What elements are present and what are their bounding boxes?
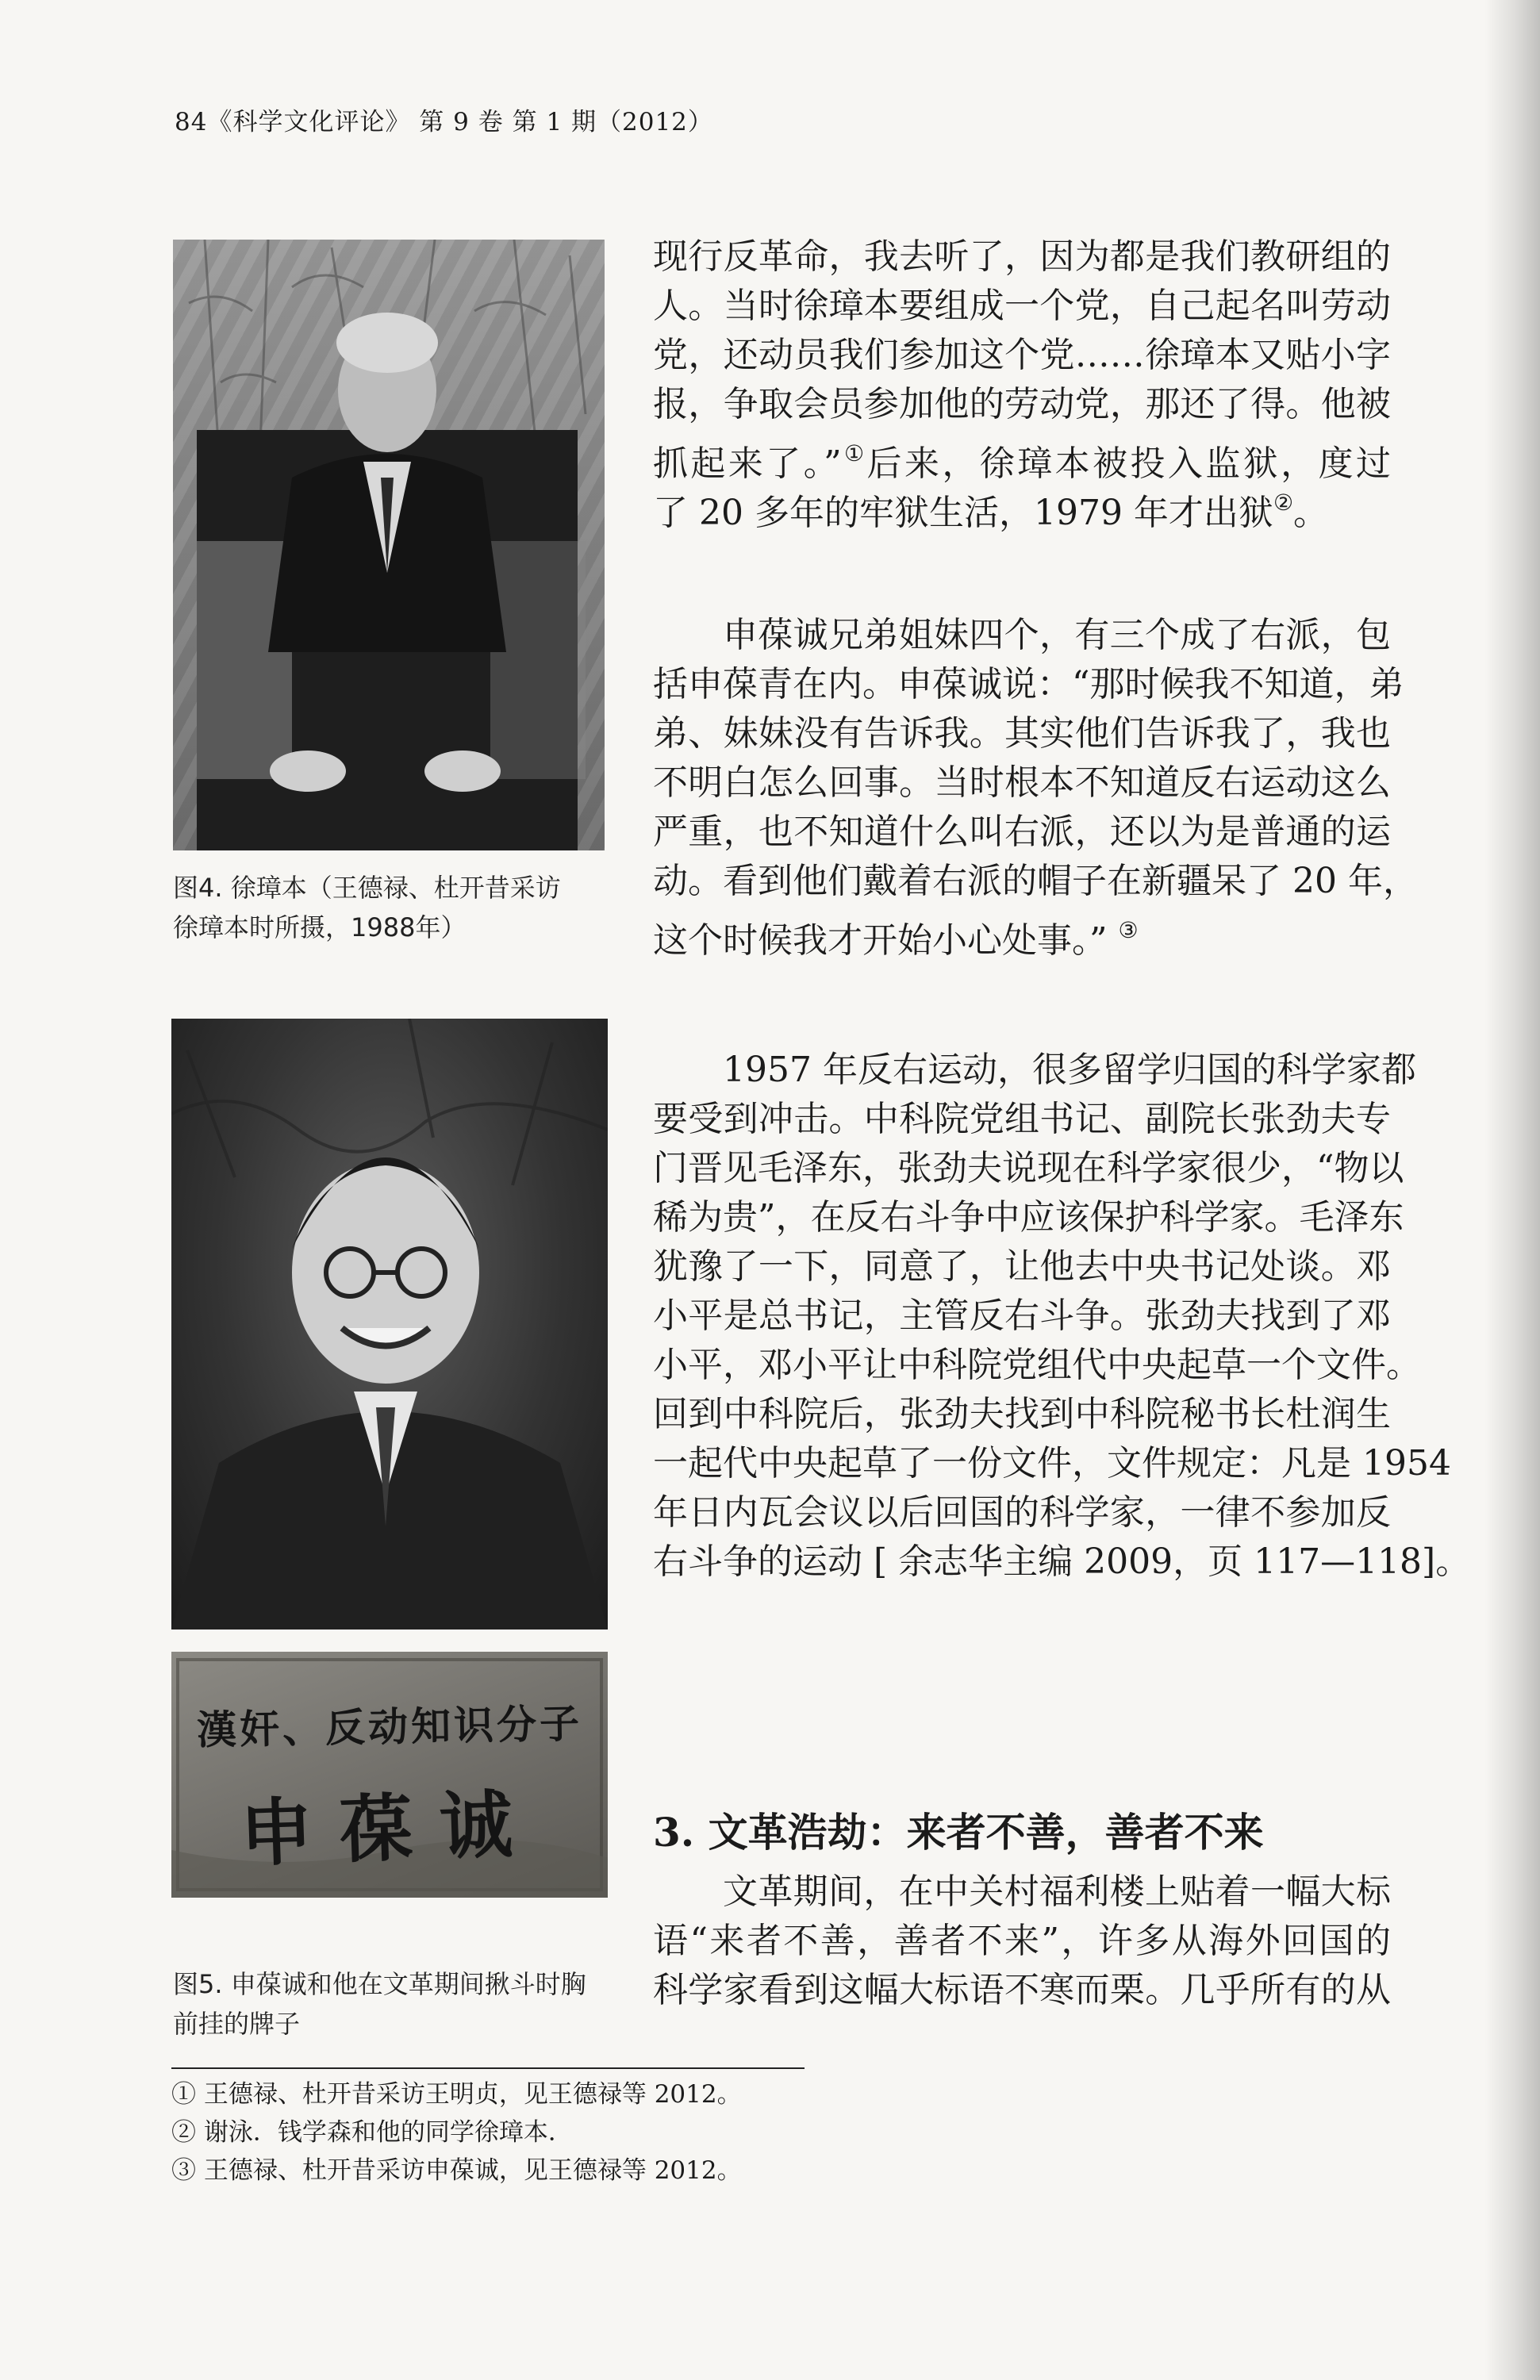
portrait-photo-xu-zhangben xyxy=(173,240,605,850)
running-head: 84《科学文化评论》 第 9 卷 第 1 期（2012） xyxy=(175,108,713,136)
portrait-photo-shen-baocheng xyxy=(171,1019,608,1630)
figure-4-caption: 图4. 徐璋本（王德禄、杜开昔采访 徐璋本时所摄，1988年） xyxy=(173,873,561,942)
section-heading: 3. 文革浩劫：来者不善，善者不来 xyxy=(653,1809,1264,1856)
footnote-ref-2: ② xyxy=(1273,489,1294,516)
footnotes xyxy=(171,2075,742,2190)
para1-line6: 了 20 多年的牢狱生活，1979 年才出狱②。 xyxy=(653,489,1329,533)
footnote-rule xyxy=(171,2067,805,2069)
placard-photo xyxy=(171,1652,608,1898)
placard-text-name: 申葆诚 xyxy=(238,1781,542,1877)
page-edge-shadow xyxy=(1484,0,1540,2380)
placard-text-line1: 漢奸、反动知识分子 xyxy=(196,1700,583,1754)
footnote-ref-3: ③ xyxy=(1118,917,1139,943)
paragraph-2: 申葆诚兄弟姐妹四个，有三个成了右派，包 括申葆青在内。申葆诚说：“那时候我不知道，弟 弟、妹妹没有告诉我。其实他们告诉我了，我也 不明白怎么回事。当时根本不知道反右运动这么 严重，也不知道什么叫右派，还以为是普通的运 动。看到他们戴着右派的帽子在新疆呆了 20 年， 这个时候我才开始小心处事。” ③ xyxy=(653,615,1418,961)
footnote-1: ① 王德禄、杜开昔采访王明贞，见王德禄等 2012。 xyxy=(171,2080,742,2109)
footnote-3: ③ 王德禄、杜开昔采访申葆诚，见王德禄等 2012。 xyxy=(171,2156,742,2185)
para1-line5: 抓起来了。”①后来，徐璋本被投入监狱，度过 xyxy=(653,440,1391,484)
paragraph-3: 1957 年反右运动，很多留学归国的科学家都 要受到冲击。中科院党组书记、副院长张劲夫专 门晋见毛泽东，张劲夫说现在科学家很少，“物以 稀为贵”，在反右斗争中应该保护科学家。毛泽东 犹豫了一下，同意了，让他去中央书记处谈。邓 小平是总书记，主管反右斗争。张劲夫找到了邓 小平，邓小平让中科院党组代中央起草一个文件。 回到中科院后，张劲夫找到中科院秘书长杜润生 一起代中央起草了一份文件，文件规定：凡是 1954 年日内瓦会议以后回国的科学家，一律不参加反 右斗争的运动 [ 余志华主编 2009，页 117—118]。 xyxy=(653,1050,1471,1582)
paragraph-4: 文革期间，在中关村福利楼上贴着一幅大标 语“来者不善，善者不来”，许多从海外回国的 科学家看到这幅大标语不寒而栗。几乎所有的从 xyxy=(653,1871,1391,2010)
footnote-ref-1: ① xyxy=(841,440,867,466)
figure-5-caption: 图5. 申葆诚和他在文革期间揪斗时胸 前挂的牌子 xyxy=(173,1969,586,2039)
footnote-2: ② 谢泳．钱学森和他的同学徐璋本． xyxy=(171,2118,573,2147)
paragraph-1: 现行反革命，我去听了，因为都是我们教研组的 人。当时徐璋本要组成一个党，自己起名叫劳动 党，还动员我们参加这个党……徐璋本又贴小字 报，争取会员参加他的劳动党，那还了得。他被 抓起来了。”①后来，徐璋本被投入监狱，度过 了 20 多年的牢狱生活，1979 年才出狱②。 xyxy=(653,236,1391,533)
para2-last-line: 这个时候我才开始小心处事。” ③ xyxy=(653,917,1139,961)
